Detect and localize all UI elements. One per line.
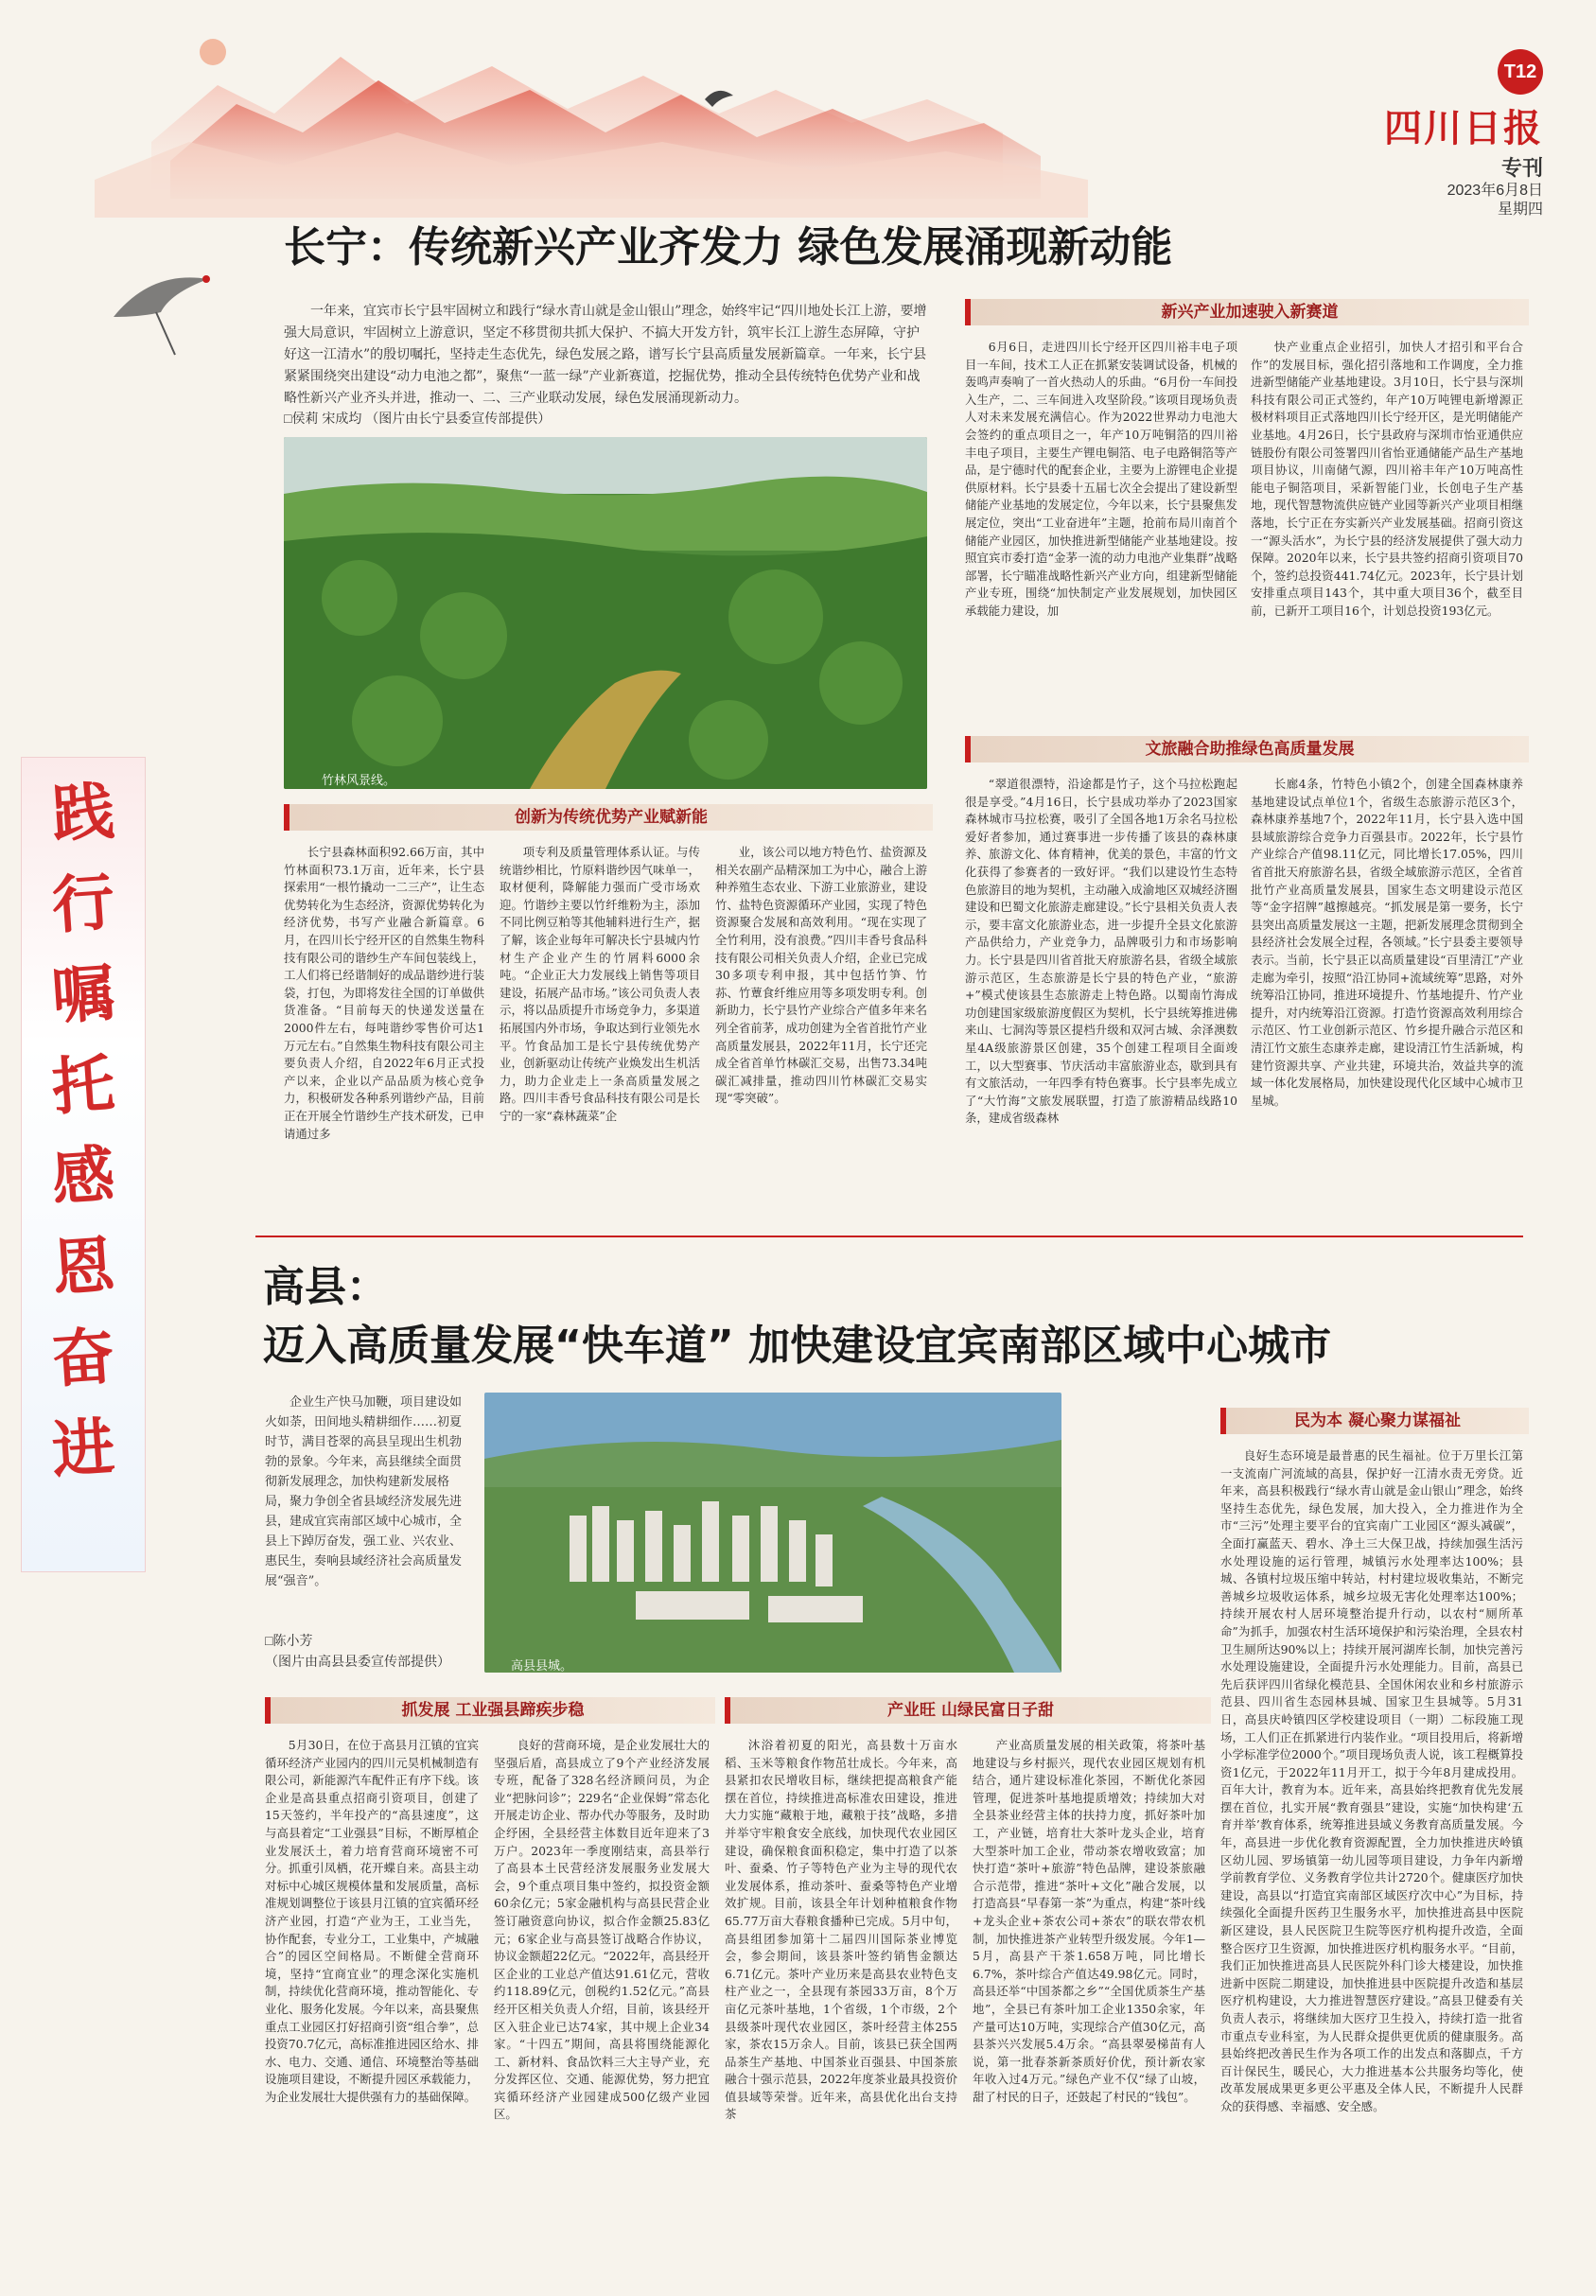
slogan-char: 嘱 xyxy=(49,955,117,1034)
slogan-char: 践 xyxy=(49,773,117,852)
new-industries-col-1: 6月6日，走进四川长宁经开区四川裕丰电子项目一车间，技术工人正在抓紧安装调试设备，机械的轰鸣声奏响了一首火热动人的乐曲。“6月份一车间投入生产，二、三车间进入攻坚阶段。”该项目现场负责人对未来发展充满信心。作为2022世界动力电池大会签约的重点项目之一，年产10万吨铜箔的四川裕丰电子项目，主要生产锂电铜箔、电子电路铜箔等产品，是宁德时代的配套企业，主要为上游锂电企业提供原材料。长宁县委十五届七次全会提出了建设新型储能产业基地的发展定位，今年以来，长宁县聚焦发展定位，突出“工业奋进年”主题，抢前布局川南首个储能产业园区，加快推进新型储能产业基地建设。按照宜宾市委打造“金茅一流的动力电池产业集群”战略部署，长宁瞄准战略性新兴产业方向，组建新型储能产业专班，围绕“加快制定产业发展规划，加快园区承载能力建设，加 xyxy=(965,340,1237,618)
divider xyxy=(255,1236,1523,1237)
people-first-col: 良好生态环境是最普惠的民生福祉。位于万里长江第一支流南广河流域的高县，保护好一江清水责无旁贷。近年来，高县积极践行“绿水青山就是金山银山”理念，始终坚持生态优先，绿色发展，加大投入，全力推进作为全市“三污”处理主要平台的宜宾南广工业园区“源头减碳”，全面打赢蓝天、碧水、净土三大保卫战，持续加强生活污水处理设施的运行管理，城镇污水处理率达100%；县城、各镇村垃圾压缩中转站，村村建垃圾收集站，不断完善城乡垃圾收运体系，城乡垃圾无害化处理率达100%；持续开展农村人居环境整治提升行动，以农村“厕所革命”为抓手，加强农村生活环境保护和污染治理，全县农村卫生厕所达90%以上；持续开展河湖库长制，加快完善污水处理设施建设，全面提升污水处理能力。目前，高县已先后获评四川省绿化模范县、全国休闲农业和乡村旅游示范县、四川省生态园林县城、国家卫生县城等。5月31日，高县庆岭镇四区学校建设项目（一期）二标段施工现场，工人们正在抓紧进行内装作业。“项目投用后，将新增小学标准学位2000个。”项目现场负责人说，该工程概算投资1亿元，于2022年11月开工，拟于今年8月建成投用。百年大计，教育为本。近年来，高县始终把教育优先发展摆在首位，扎实开展“教育强县”建设，实施“加快构建‘五育并举’教育体系，统筹推进县域义务教育高质量发展。今年，高县进一步优化教育资源配置，全力加快推进庆岭镇区幼儿园、罗场镇第一幼儿园等项目建设，力争年内新增学前教育学位、义务教育学位共计2720个。健康医疗加快建设，高县以“打造宜宾南部区域医疗次中心”为目标，持续强化全面提升医药卫生服务水平，加快推进高县中医院新区建设，县人民医院卫生院等医疗机构提升改造，全面整合医疗卫生资源，加快推进医疗机构服务水平。“目前，我们正加快推进高县人民医院外科门诊大楼建设，加快推进新中医院二期建设，加快推进县中医院提升改造和基层医疗机构建设，大力推进智慧医疗建设。”高县卫健委有关负责人表示，将继续加大医疗卫生投入，持续打造一批省市重点专业科室，为人民群众提供更优质的健康服务。高县始终把改善民生作为各项工作的出发点和落脚点，千方百计保民生，暖民心，大力推进基本公共服务均等化，使改革发展成果更多更公平惠及全体人民，不断提升人民群众的获得感、幸福感、安全感。 xyxy=(1220,1448,1523,2113)
section-heading-industry: 产业旺 山绿民富日子甜 xyxy=(725,1697,1211,1724)
changning-headline: 长宁：传统新兴产业齐发力 绿色发展涌现新动能 xyxy=(284,223,1173,272)
masthead-banner xyxy=(0,0,1596,218)
section-label: 专刊 xyxy=(1500,156,1543,180)
gaoxian-headline-line1: 高县： xyxy=(263,1263,388,1311)
innovation-col-3: 业，该公司以地方特色竹、盐资源及相关农副产品精深加工为中心，融合上游种养殖生态农业、下游工业旅游业，建设竹、盐特色资源循环产业园，实现了特色资源聚合发展和高效利用。“现在实现了全竹利用，没有浪费。”四川丰香号食品科技有限公司相关负责人介绍，企业已完成30多项专利申报，其中包括竹笋、竹荪、竹蕈食纤维应用等多项发明专利。创新助力，长宁县竹产业综合产值多年来名列全省前茅，成功创建为全省首批竹产业高质量发展县，2022年11月，长宁还完成全省首单竹林碳汇交易，出售73.34吨碳汇减排量，推动四川竹林碳汇交易实现“零突破”。 xyxy=(715,845,927,1106)
industry-col-2: 产业高质量发展的相关政策，将茶叶基地建设与乡村振兴，现代农业园区规划有机结合，通片建设标准化茶园，不断优化茶园管理，促进茶叶基地提质增效；持续加大对全县茶业经营主体的扶持力度，抓好茶叶加工，产业链，培育壮大茶叶龙头企业，培育大型茶叶加工企业，带动茶农增收致富；加快打造“茶叶+旅游”特色品牌，建设茶旅融合示范带，推进“茶叶+文化”融合发展，以打造高县“早春第一茶”为重点，构建“茶叶线+龙头企业+茶农公司+茶农”的联农带农机制，加快推进茶产业转型升级发展。今年1—5月，高县产干茶1.658万吨，同比增长6.7%，茶叶综合产值达49.98亿元。同时，高县还举“中国茶都之乡”“全国优质茶生产基地”，全县已有茶叶加工企业1350余家，年产量可达10万吨，实现综合产值30亿元，高县茶兴兴发展5.4万余。“高县翠晏梯苗有人说，第一批春茶新茶质好价优，预计新农家年收入过4万元。”绿色产业不仅“绿了山坡，甜了村民的日子，还鼓起了村民的“钱包”。 xyxy=(973,1738,1205,2104)
gaoxian-photo-caption: 高县县城。 xyxy=(511,1658,573,1673)
slogan-char: 奋 xyxy=(49,1318,117,1397)
issue-weekday: 星期四 xyxy=(1497,202,1543,218)
page-number-badge: T12 xyxy=(1498,49,1543,95)
industry-col-1: 沐浴着初夏的阳光，高县数十万亩水稻、玉米等粮食作物茁壮成长。今年来，高县紧扣农民增收目标，继续把提高粮食产能摆在首位，持续推进高标准农田建设，推进大力实施“藏粮于地，藏粮于技”战略，多措并举守牢粮食安全底线，加快现代农业园区建设，确保粮食面积稳定，集中打造了以茶叶、蚕桑、竹子等特色产业为主导的现代农业发展体系，推动茶叶、蚕桑等特色产业增效扩规。目前，该县全年计划种植粮食作物65.77万亩大春粮食播种已完成。5月中旬，高县组团参加第十二届四川国际茶业博览会，参会期间，该县茶叶签约销售金额达6.71亿元。茶叶产业历来是高县农业特色支柱产业之一，全县现有茶园33万亩，8个万亩亿元茶叶基地，1个省级，1个市级，2个县级茶叶现代农业园区，茶叶经营主体255家，茶农15万余人。目前，该县已获全国两品茶生产基地、中国茶业百强县、中国茶旅融合十强示范县，2022年度茶业最具投资价值县域等荣誉。近年来，高县优化出台支持茶 xyxy=(725,1738,957,2122)
section-heading-people-first: 民为本 凝心聚力谋福祉 xyxy=(1220,1408,1529,1434)
slogan-char: 进 xyxy=(49,1409,117,1488)
innovation-col-2: 项专利及质量管理体系认证。与传统谐纱相比，竹原料谐纱因气味单一，取材便利，降解能力强而广受市场欢迎。竹谐纱主要以竹纤维粉为主，添加不同比例豆粕等其他辅料进行生产，据了解，该企业每年可解决长宁县城内竹材生产企业产生的竹屑料6000余吨。“企业正大力发展线上销售等项目建设，拓展产品市场。”该公司负责人表示，将以品质提升市场竞争力，多渠道拓展国内外市场，争取达到行业领先水平。竹食品加工是长宁县传统优势产业，创新驱动让传统产业焕发出生机活力，助力企业走上一条高质量发展之路。四川丰香号食品科技有限公司是长宁的一家“森林蔬菜”企 xyxy=(500,845,700,1123)
mountain-banner-illustration xyxy=(0,0,1596,218)
gaoxian-credit: □陈小芳 xyxy=(265,1633,313,1648)
changning-lead: 一年来，宜宾市长宁县牢固树立和践行“绿水青山就是金山银山”理念，始终牢记“四川地处长江上游，要增强大局意识，牢固树立上游意识，坚定不移贯彻共抓大保护、不搞大开发方针，筑牢长江上游生态屏障，守护好这一江清水”的殷切嘱托，坚持走生态优先，绿色发展之路，谱写长宁县高质量发展新篇章。一年来，长宁县紧紧围绕突出建设“动力电池之都”，聚焦“一蓝一绿”产业新赛道，挖掘优势，推动全县传统特色优势产业和战略性新兴产业齐头并进，推动一、二、三产业联动发展，绿色发展涌现新动力。 xyxy=(284,304,927,406)
slogan-char: 托 xyxy=(49,1045,117,1125)
new-industries-col-2: 快产业重点企业招引，加快人才招引和平台合作”的发展目标，强化招引落地和工作调度，全力推进新型储能产业基地建设。3月10日，长宁县与深圳科技有限公司正式签约，年产10万吨锂电新增源正极材料项目正式落地四川长宁经开区，是光明储能产业基地。4月26日，长宁县政府与深圳市怡亚通供应链股份有限公司签署四川省怡亚通储能产品生产基地项目协议，川南储气源，四川裕丰年产10万吨高性能电子铜箔项目，采新智能门业，长创电子生产基地，现代智慧物流供应链产业园等新兴产业项目相继落地，长宁正在夯实新兴产业发展基础。招商引资这一“源头活水”，为长宁县的经济发展提供了强大动力保障。2020年以来，长宁县共签约招商引资项目70个，签约总投资441.74亿元。2023年，长宁县计划安排重点项目143个，其中重大项目36个，截至目前，已新开工项目16个，计划总投资193亿元。 xyxy=(1251,340,1523,618)
bamboo-forest-photo xyxy=(284,437,927,789)
newspaper-name: 四川日报 xyxy=(1384,106,1543,150)
gaoxian-headline-line2: 迈入高质量发展“快车道” 加快建设宜宾南部区域中心城市 xyxy=(263,1322,1332,1370)
vertical-slogan-panel xyxy=(21,757,146,1572)
bamboo-photo-caption: 竹林风景线。 xyxy=(322,773,396,787)
crane-icon xyxy=(104,260,218,364)
slogan-char: 恩 xyxy=(49,1227,117,1306)
section-heading-new-industries: 新兴产业加速驶入新赛道 xyxy=(965,299,1529,325)
masthead-brand xyxy=(1384,49,1543,219)
section-heading-innovation: 创新为传统优势产业赋新能 xyxy=(284,804,933,831)
slogan-char: 行 xyxy=(49,864,117,943)
slogan-char: 感 xyxy=(49,1136,117,1216)
crane-icon xyxy=(705,91,733,107)
gaoxian-lead: 企业生产快马加鞭，项目建设如火如荼，田间地头精耕细作……初夏时节，满目苍翠的高县呈现出生机勃勃的景象。今年来，高县继续全面贯彻新发展理念，加快构建新发展格局，聚力争创全省县域经济发展先进县，建成宜宾南部区域中心城市，全县上下踔厉奋发，强工业、兴农业、惠民生，奏响县域经济社会高质量发展“强音”。 xyxy=(265,1395,463,1588)
culture-tourism-col-2: 长廊4条，竹特色小镇2个，创建全国森林康养基地建设试点单位1个，省级生态旅游示范区3个，森林康养基地7个，2022年11月，长宁县入选中国县域旅游综合竞争力百强县市。2022年，长宁县竹产业综合产值98.11亿元，同比增长17.05%，四川省首批天府旅游名县，省级全域旅游示范区，全省首批竹产业高质量发展县，国家生态文明建设示范区等“金字招牌”越擦越亮。“抓发展是第一要务，长宁县突出高质量发展这一主题，把新发展理念贯彻到全县经济社会发展全过程，各领域。”长宁县委主要领导表示。当前，长宁县正以高质量建设“百里清江”产业走廊为牵引，按照“沿江协同+流域统筹”思路，对外统筹沿江协同，推进环境提升、竹基地提升、竹产业提升，对内统筹沿江资源。打造竹资源高效利用综合示范区、竹工业创新示范区、竹乡提升融合示范区和清江竹文旅生态康养走廊，建设清江竹生活新城，构建竹资源共享、产业共建，环境共治，效益共享的流域一体化发展格局，加快建设现代化区域中心城市卫星城。 xyxy=(1251,777,1523,1108)
culture-tourism-col-1: “翠道很漂特，沿途都是竹子，这个马拉松跑起很是享受。”4月16日，长宁县成功举办了2023国家森林城市马拉松赛，吸引了全国各地1万余名马拉松爱好者参加，通过赛事进一步传播了该县的森林康养、旅游文化、体育精神，优美的景色，丰富的竹文化获得了参赛者的一致好评。“我们以建设竹生态特色旅游目的地为契机，主动融入成渝地区双城经济圈建设和巴蜀文化旅游走廊建设。”长宁县相关负责人表示，要丰富文化旅游业态，进一步提升全县文化旅游产品供给力，产业竞争力，品牌吸引力和市场影响力。长宁县是四川省首批天府旅游名县，省级全域旅游示范区，生态旅游是长宁县的特色产业，“旅游+”模式使该县生态旅游走上特色路。以蜀南竹海成功创建国家级旅游度假区为契机，长宁县统筹推进佛来山、七洞沟等景区提档升级和双河古城、余泽澳数星4A级旅游景区创建，35个创建工程项目全面竣工，以大型赛事、节庆活动丰富旅游业态，歇到具有有文旅活动，一年四季有特色赛事。长宁县率先成立了“大竹海”文旅发展联盟，打造了旅游精品线路10条，建成省级森林 xyxy=(965,777,1237,1126)
section-heading-culture-tourism: 文旅融合助推绿色高质量发展 xyxy=(965,736,1529,762)
gaoxian-city-photo xyxy=(484,1393,1061,1673)
section-heading-development: 抓发展 工业强县蹄疾步稳 xyxy=(265,1697,715,1724)
development-col-1: 5月30日，在位于高县月江镇的宜宾循环经济产业园内的四川元昊机械制造有限公司，新能源汽车配件正有序下线。该企业是高县重点招商引资项目，创建了15天签约，半年投产的“高县速度”，这与高县着定“工业强县”目标，不断厚植企业发展沃土，着力培育营商环境密不可分。抓重引凤栖，花开蝶自来。高县主动对标中心城区规模体量和发展质量，高标准规划调整位于该县月江镇的宜宾循环经济产业园，打造“产业为王，工业当先，协作配套，专业分工，工业集中，产城融合”的园区空间格局。不断健全营商环境，坚持“宜商宜业”的理念深化实施机制，持续优化营商环境，推动智能化、专业化、服务化发展。今年以来，高县聚焦重点工业园区打好招商引资“组合拳”，总投资70.7亿元，高标准推进园区给水、排水、电力、交通、通信、环境整治等基础设施项目建设，不断提升园区承载能力，为企业发展壮大提供强有力的基础保障。 xyxy=(265,1738,479,2104)
gaoxian-credit-photo: （图片由高县县委宣传部提供） xyxy=(265,1654,450,1669)
issue-date: 2023年6月8日 xyxy=(1447,183,1543,199)
development-col-2: 良好的营商环境，是企业发展壮大的坚强后盾，高县成立了9个产业经济发展专班，配备了328名经济顾问员，为企业“把脉问诊”；229名“企业保姆”常态化开展走访企业、帮办代办等服务，及时助企纾困，全县经营主体数目近年迎来了3万户。2023年一季度刚结束，高县举行了高县本土民营经济发展服务业发展大会，9个重点项目集中签约，拟投资金额60余亿元；5家金融机构与高县民营企业签订融资意向协议，拟合作金额25.83亿元；6家企业与高县签订战略合作协议，协议金额超22亿元。“2022年，高县经开区企业的工业总产值达91.61亿元，营收约118.89亿元，创税约1.52亿元。”高县经开区相关负责人介绍，目前，该县经开区入驻企业已达74家，其中规上企业34家。“十四五”期间，高县将围绕能源化工、新材料、食品饮料三大主导产业，充分发挥区位、交通、能源优势，努力把宜宾循环经济产业园建成500亿级产业园区。 xyxy=(494,1738,710,2122)
changning-credit: □侯莉 宋成均 （图片由长宁县委宣传部提供） xyxy=(284,411,552,426)
innovation-col-1: 长宁县森林面积92.66万亩，其中竹林面积73.1万亩，近年来，长宁县探索用“一根竹撬动一二三产”，让生态优势转化为生态经济，资源优势转化为经济优势，书写产业融合新篇章。6月，在四川长宁经开区的自然集生物科技有限公司的谐纱生产车间包装线上，工人们将已经谐制好的成品谐纱进行装袋，打包，为即将发往全国的订单做供货准备。“目前每天的快递发送量在2000件左右，每吨谐纱零售价可达1万元左右。”自然集生物科技有限公司主要负责人介绍，自2022年6月正式投产以来，企业以产品品质为核心竞争力，积极研发各种系列谐纱产品，目前正在开展全竹谐纱生产技术研发，已申请通过多 xyxy=(284,845,484,1141)
